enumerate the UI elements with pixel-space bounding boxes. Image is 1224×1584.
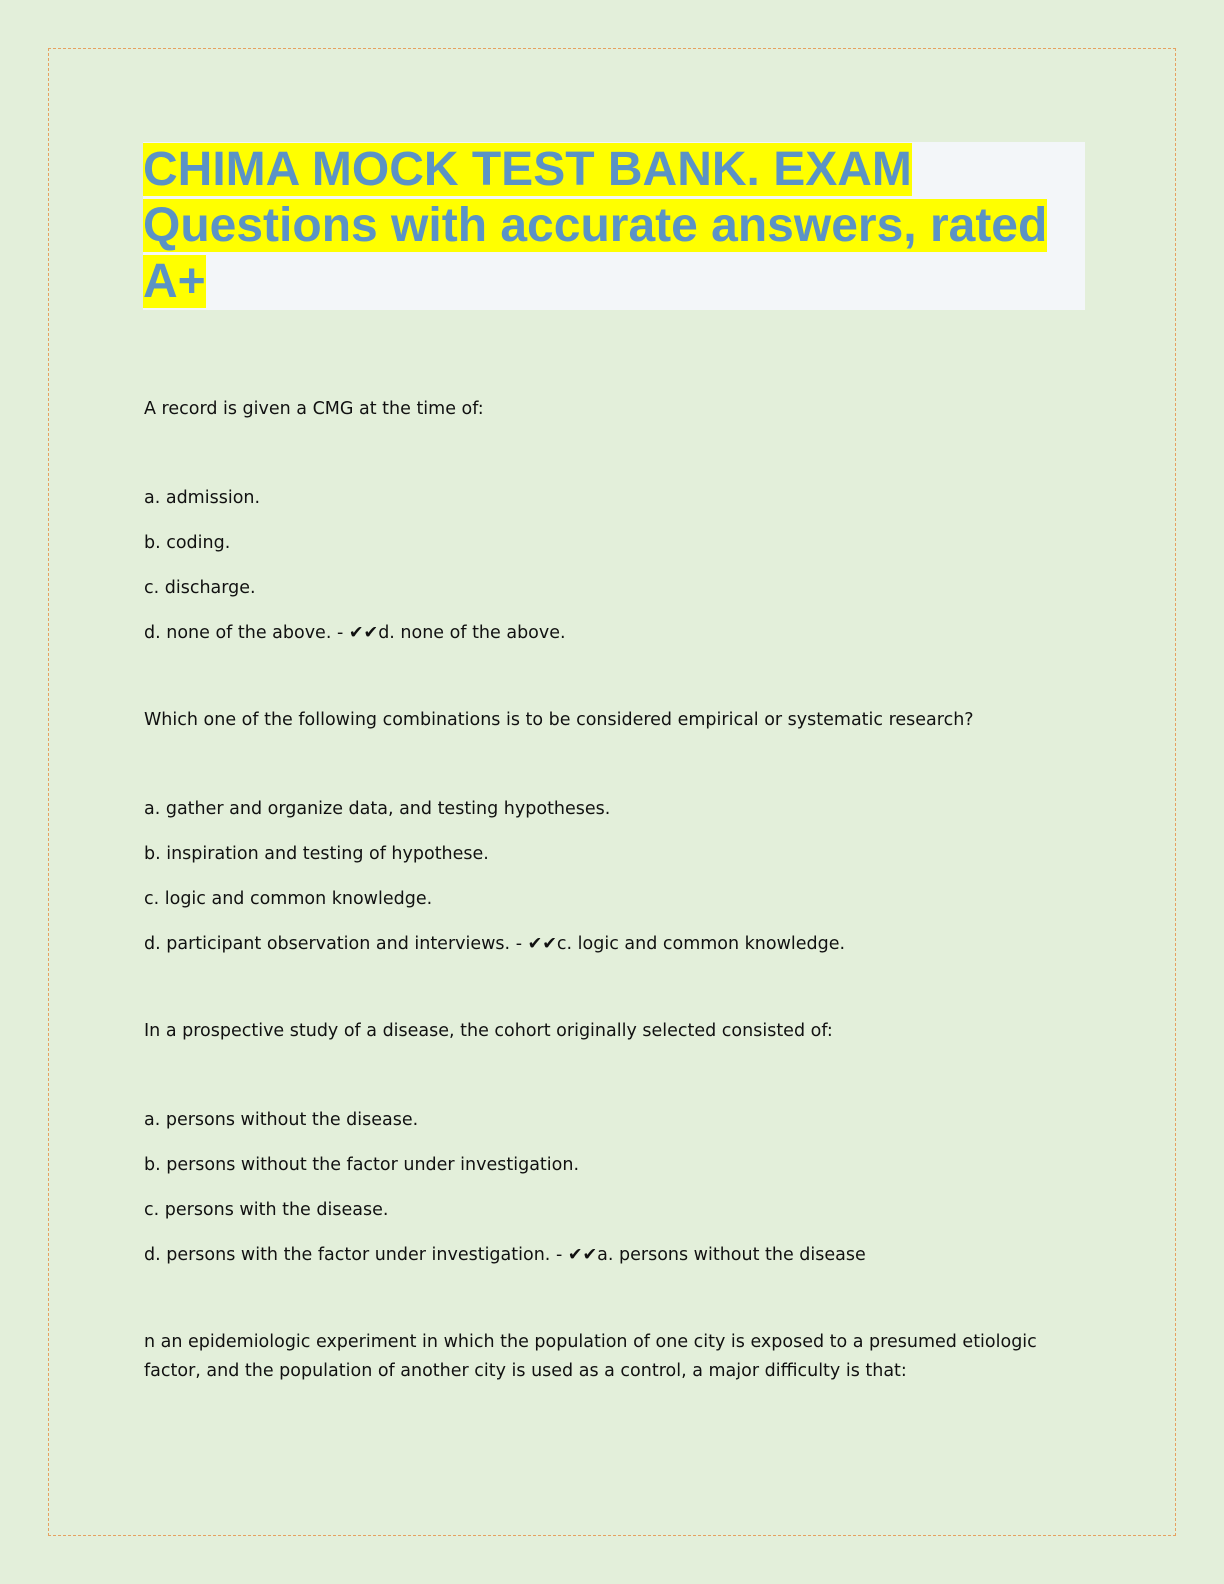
option-d-with-answer <box>144 1241 1084 1270</box>
question-block-2 <box>144 706 1084 959</box>
question-text: In a prospective study of a disease, the cohort originally selected consisted of: <box>144 1021 833 1041</box>
option-d: d. participant observation and interviews. <box>144 934 511 954</box>
option-a: a. gather and organize data, and testing hypotheses. <box>144 799 611 819</box>
document-title <box>143 142 1085 310</box>
question-text: A record is given a CMG at the time of: <box>144 399 484 419</box>
option-a: a. persons without the disease. <box>144 1110 419 1130</box>
title-block <box>143 142 1085 310</box>
option-d: d. none of the above. <box>144 623 332 643</box>
option-b: b. inspiration and testing of hypothese. <box>144 844 489 864</box>
answer-marker: - ✔✔ <box>515 934 557 954</box>
title-highlight: CHIMA MOCK TEST BANK. EXAM Questions with accurate answers, rated A+ <box>143 143 1048 308</box>
answer-text: c. logic and common knowledge. <box>556 934 846 954</box>
option-list <box>144 1106 1084 1270</box>
question-list <box>144 395 1084 1444</box>
answer-text: d. none of the above. <box>378 623 566 643</box>
question-text: Which one of the following combinations is to be considered empirical or systematic research? <box>144 710 974 730</box>
question-block-3 <box>144 1017 1084 1270</box>
option-list <box>144 484 1084 648</box>
answer-marker: - ✔✔ <box>555 1245 598 1265</box>
option-b: b. persons without the factor under investigation. <box>144 1155 580 1175</box>
option-c: c. logic and common knowledge. <box>144 889 433 909</box>
answer-marker: - ✔✔ <box>336 623 379 643</box>
question-text: n an epidemiologic experiment in which the population of one city is exposed to a presumed etiologic factor, and the population of another city is used as a control, a major difficulty is that: <box>144 1332 1037 1381</box>
question-block-1 <box>144 395 1084 648</box>
option-c: c. persons with the disease. <box>144 1200 389 1220</box>
option-list <box>144 795 1084 959</box>
answer-text: a. persons without the disease <box>597 1245 866 1265</box>
option-c: c. discharge. <box>144 578 256 598</box>
option-d-with-answer <box>144 930 1084 959</box>
question-block-4 <box>144 1328 1084 1386</box>
option-d: d. persons with the factor under investigation. <box>144 1245 551 1265</box>
option-a: a. admission. <box>144 488 261 508</box>
option-d-with-answer <box>144 619 1084 648</box>
option-b: b. coding. <box>144 533 231 553</box>
